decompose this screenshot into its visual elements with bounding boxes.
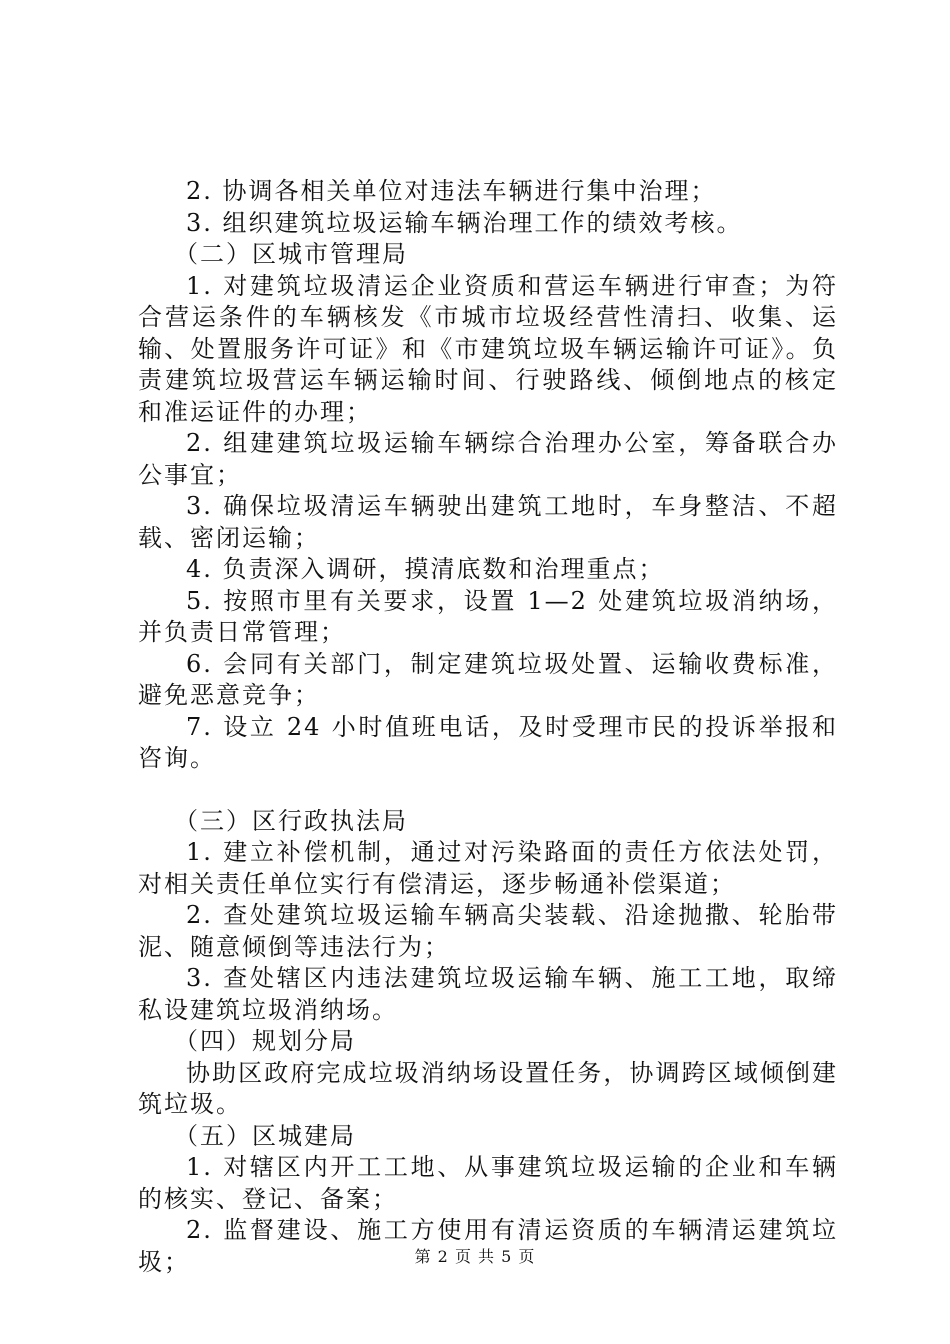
paragraph: 协助区政府完成垃圾消纳场设置任务，协调跨区域倾倒建筑垃圾。 [138, 1058, 838, 1118]
paragraph: 4. 负责深入调研，摸清底数和治理重点； [186, 555, 665, 583]
section-heading: （二）区城市管理局 [174, 240, 408, 268]
paragraph: 3. 查处辖区内违法建筑垃圾运输车辆、施工工地，取缔私设建筑垃圾消纳场。 [138, 964, 838, 1024]
paragraph: 2. 组建建筑垃圾运输车辆综合治理办公室，筹备联合办公事宜； [138, 429, 838, 489]
page-footer: 第 2 页 共 5 页 [414, 1247, 536, 1266]
paragraph: 2. 查处建筑垃圾运输车辆高尖装载、沿途抛撒、轮胎带泥、随意倾倒等违法行为； [138, 901, 838, 961]
paragraph: 2. 监督建设、施工方使用有清运资质的车辆清运建筑垃圾； [138, 1216, 838, 1276]
paragraph: 3. 组织建筑垃圾运输车辆治理工作的绩效考核。 [186, 208, 743, 237]
document-body [138, 176, 838, 1278]
section-heading: （四）规划分局 [174, 1027, 356, 1055]
section-heading: （五）区城建局 [174, 1121, 356, 1150]
paragraph: 1. 对辖区内开工工地、从事建筑垃圾运输的企业和车辆的核实、登记、备案； [138, 1153, 838, 1213]
paragraph: 6. 会同有关部门，制定建筑垃圾处置、运输收费标准，避免恶意竞争； [138, 649, 838, 709]
paragraph: 3. 确保垃圾清运车辆驶出建筑工地时，车身整洁、不超载、密闭运输； [138, 492, 838, 552]
paragraph: 1. 建立补偿机制，通过对污染路面的责任方依法处罚，对相关责任单位实行有偿清运，逐步畅通补偿渠道； [138, 838, 838, 898]
paragraph: 7. 设立 24 小时值班电话，及时受理市民的投诉举报和咨询。 [138, 712, 838, 772]
paragraph: 1. 对建筑垃圾清运企业资质和营运车辆进行审查；为符合营运条件的车辆核发《市城市垃圾经营性清扫、收集、运输、处置服务许可证》和《市建筑垃圾车辆运输许可证》。负责建筑垃圾营运车辆运输时间、行驶路线、倾倒地点的核定和准运证件的办理； [138, 271, 838, 426]
paragraph: 5. 按照市里有关要求，设置 1—2 处建筑垃圾消纳场，并负责日常管理； [138, 586, 838, 646]
paragraph: 2. 协调各相关单位对违法车辆进行集中治理； [186, 177, 717, 205]
section-heading: （三）区行政执法局 [174, 806, 408, 835]
blank-line [138, 775, 838, 806]
